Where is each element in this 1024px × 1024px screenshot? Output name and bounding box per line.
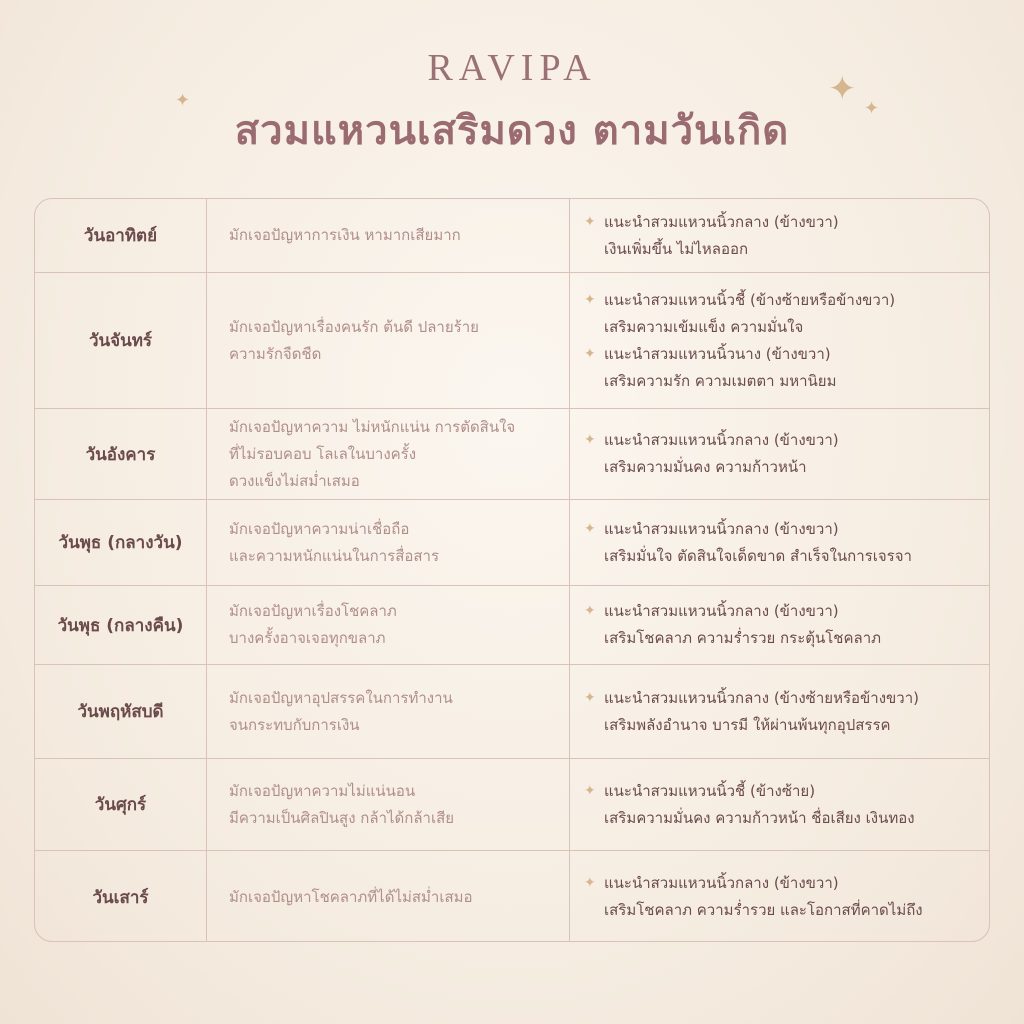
sparkle-icon: ✦ (175, 90, 191, 111)
problem-text: มีความเป็นศิลปินสูง กล้าได้กล้าเสีย (229, 808, 455, 827)
day-cell: วันศุกร์ (35, 759, 207, 850)
sparkle-icon: ✦ (584, 213, 596, 230)
recommendation-cell (570, 273, 989, 408)
ring-benefit: เสริมความมั่นคง ความก้าวหน้า ชื่อเสียง เงินทอง (604, 808, 915, 827)
problem-cell (207, 273, 570, 408)
recommendation-line (584, 516, 989, 543)
ring-benefit: เสริมพลังอำนาจ บารมี ให้ผ่านพ้นทุกอุปสรรค (604, 715, 891, 734)
problem-text: มักเจอปัญหาความไม่แน่นอน (229, 781, 416, 800)
table-row (35, 272, 989, 408)
brand-logo: RAVIPA (427, 47, 597, 89)
sparkle-icon: ✦ (584, 782, 596, 799)
problem-text: ความรักจืดชืด (229, 344, 322, 363)
recommendation-cell (570, 500, 989, 585)
sparkle-icon: ✦ (584, 520, 596, 537)
ring-recommendation: แนะนำสวมแหวนนิ้วกลาง (ข้างซ้ายหรือข้างขวา) (604, 688, 919, 707)
problem-cell (207, 500, 570, 585)
recommendation-cell (570, 586, 989, 664)
day-cell: วันอังคาร (35, 409, 207, 499)
problem-cell (207, 199, 570, 272)
day-cell: วันอาทิตย์ (35, 199, 207, 272)
recommendation-cell (570, 851, 989, 942)
sparkle-icon: ✦ (584, 603, 596, 619)
page-title: สวมแหวนเสริมดวง ตามวันเกิด (234, 108, 790, 154)
recommendation-line (584, 685, 989, 712)
ring-recommendation: แนะนำสวมแหวนนิ้วนาง (ข้างขวา) (604, 344, 831, 363)
ring-recommendation: แนะนำสวมแหวนนิ้วชี้ (ข้างซ้าย) (604, 781, 816, 800)
ring-recommendation: แนะนำสวมแหวนนิ้วกลาง (ข้างขวา) (604, 431, 839, 449)
problem-text: มักเจอปัญหาความ ไม่หนักแน่น การตัดสินใจ (229, 417, 516, 436)
ring-benefit: เสริมความเข้มแข็ง ความมั่นใจ (604, 317, 804, 336)
recommendation-line (584, 209, 989, 236)
problem-text: ดวงแข็งไม่สม่ำเสมอ (229, 471, 360, 490)
problem-text: มักเจอปัญหาเรื่องคนรัก ต้นดี ปลายร้าย (229, 317, 479, 336)
day-cell: วันเสาร์ (35, 851, 207, 942)
problem-cell (207, 759, 570, 850)
sparkle-icon: ✦ (584, 875, 596, 891)
recommendation-cell (570, 665, 989, 758)
recommendation-line (584, 598, 989, 625)
problem-cell (207, 665, 570, 758)
ring-benefit: เสริมมั่นใจ ตัดสินใจเด็ดขาด สำเร็จในการเจรจา (604, 546, 912, 565)
ring-recommendation: แนะนำสวมแหวนนิ้วกลาง (ข้างขวา) (604, 874, 839, 892)
birthday-ring-table (34, 198, 990, 942)
ring-benefit: เสริมโชคลาภ ความร่ำรวย กระตุ้นโชคลาภ (604, 629, 882, 647)
problem-text: มักเจอปัญหาอุปสรรคในการทำงาน (229, 688, 453, 707)
ring-benefit: เสริมความรัก ความเมตตา มหานิยม (604, 371, 837, 390)
problem-text: จนกระทบกับการเงิน (229, 715, 360, 734)
ring-benefit: เสริมความมั่นคง ความก้าวหน้า (604, 458, 807, 476)
problem-cell (207, 409, 570, 499)
ring-benefit: เสริมโชคลาภ ความร่ำรวย และโอกาสที่คาดไม่ถึง (604, 901, 923, 919)
recommendation-line (584, 870, 989, 897)
problem-text: มักเจอปัญหาความน่าเชื่อถือ (229, 519, 410, 538)
table-row (35, 199, 989, 272)
recommendation-line (584, 778, 989, 805)
problem-cell (207, 851, 570, 942)
sparkle-icon: ✦ (584, 291, 596, 308)
ring-benefit: เงินเพิ่มขึ้น ไม่ไหลออก (604, 239, 749, 258)
problem-text: ที่ไม่รอบคอบ โลเลในบางครั้ง (229, 444, 417, 463)
recommendation-cell (570, 409, 989, 499)
recommendation-cell (570, 199, 989, 272)
sparkle-icon: ✦ (864, 98, 880, 119)
problem-text: มักเจอปัญหาโชคลาภที่ได้ไม่สม่ำเสมอ (229, 887, 473, 906)
recommendation-line (584, 287, 989, 314)
sparkle-icon: ✦ (584, 432, 596, 448)
table-row (35, 585, 989, 664)
ring-recommendation: แนะนำสวมแหวนนิ้วชี้ (ข้างซ้ายหรือข้างขวา) (604, 290, 896, 309)
table-row (35, 850, 989, 942)
table-row (35, 758, 989, 850)
ring-recommendation: แนะนำสวมแหวนนิ้วกลาง (ข้างขวา) (604, 519, 839, 538)
day-cell: วันพฤหัสบดี (35, 665, 207, 758)
problem-text: มักเจอปัญหาการเงิน หามากเสียมาก (229, 226, 461, 244)
recommendation-line (584, 427, 989, 454)
table-row (35, 664, 989, 758)
ring-recommendation: แนะนำสวมแหวนนิ้วกลาง (ข้างขวา) (604, 212, 839, 231)
recommendation-cell (570, 759, 989, 850)
problem-text: มักเจอปัญหาเรื่องโชคลาภ (229, 602, 397, 620)
ring-recommendation: แนะนำสวมแหวนนิ้วกลาง (ข้างขวา) (604, 602, 839, 620)
sparkle-icon: ✦ (828, 69, 857, 109)
recommendation-line (584, 341, 989, 368)
problem-text: บางครั้งอาจเจอทุกขลาภ (229, 629, 386, 647)
problem-cell (207, 586, 570, 664)
table-row (35, 499, 989, 585)
day-cell: วันพุธ (กลางคืน) (35, 586, 207, 664)
table-row (35, 408, 989, 499)
problem-text: และความหนักแน่นในการสื่อสาร (229, 546, 440, 565)
day-cell: วันจันทร์ (35, 273, 207, 408)
sparkle-icon: ✦ (584, 345, 596, 362)
day-cell: วันพุธ (กลางวัน) (35, 500, 207, 585)
sparkle-icon: ✦ (584, 689, 596, 706)
